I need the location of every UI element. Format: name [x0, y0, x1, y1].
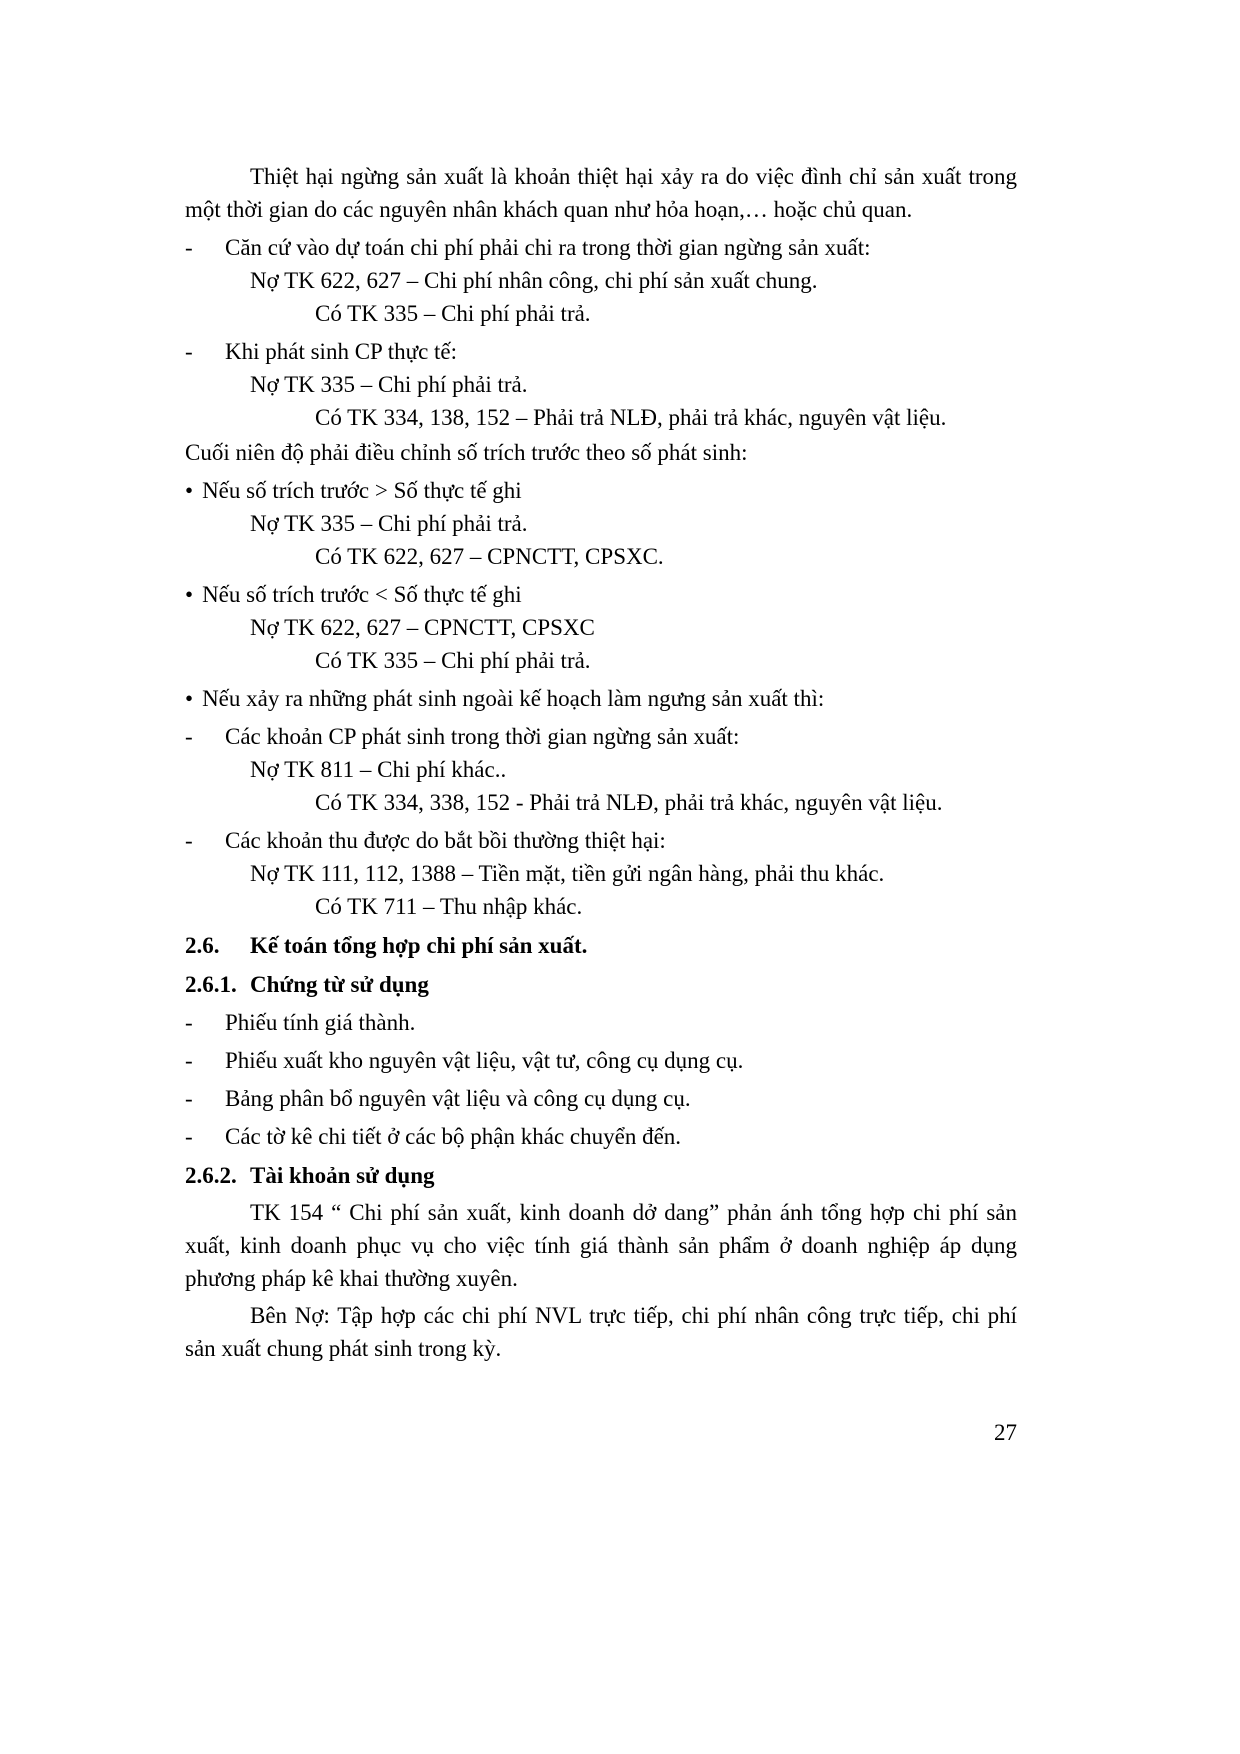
paragraph: Bên Nợ: Tập hợp các chi phí NVL trực tiếp, chi phí nhân công trực tiếp, chi phí sản xuất chung phát sinh trong kỳ. [185, 1303, 1017, 1361]
heading-title: Chứng từ sử dụng [250, 972, 429, 997]
text-line: Nợ TK 335 – Chi phí phải trả. [250, 372, 528, 397]
list-item [185, 682, 1017, 715]
list-item-text: Các tờ kê chi tiết ở các bộ phận khác chuyển đến. [225, 1124, 682, 1149]
text-line: Nợ TK 622, 627 – CPNCTT, CPSXC [250, 615, 595, 640]
list-item-text: Khi phát sinh CP thực tế: [225, 339, 458, 364]
section-heading [185, 1159, 1017, 1192]
text-line: Nợ TK 811 – Chi phí khác.. [250, 757, 507, 782]
bullet-marker: • [185, 478, 194, 503]
list-item-text: Nếu số trích trước > Số thực tế ghi [202, 478, 522, 503]
list-item-text: Nếu số trích trước < Số thực tế ghi [202, 582, 522, 607]
dash-marker: - [185, 235, 193, 260]
list-item-text: Nếu xảy ra những phát sinh ngoài kế hoạch làm ngưng sản xuất thì: [202, 686, 825, 711]
list-item [185, 578, 1017, 611]
list-item [185, 1044, 1017, 1077]
dash-marker: - [185, 1086, 193, 1111]
list-item [185, 1120, 1017, 1153]
list-item-text: Các khoản thu được do bắt bồi thường thiệt hại: [225, 828, 666, 853]
page-number: 27 [994, 1420, 1017, 1445]
list-item [185, 231, 1017, 264]
document-body [185, 156, 1017, 1365]
dash-marker: - [185, 724, 193, 749]
list-item-text: Căn cứ vào dự toán chi phí phải chi ra trong thời gian ngừng sản xuất: [225, 235, 871, 260]
heading-number: 2.6.1. [185, 972, 237, 997]
text-line: Có TK 334, 338, 152 - Phải trả NLĐ, phải trả khác, nguyên vật liệu. [315, 790, 943, 815]
heading-title: Kế toán tổng hợp chi phí sản xuất. [250, 933, 588, 958]
dash-marker: - [185, 828, 193, 853]
text-line: Có TK 335 – Chi phí phải trả. [315, 301, 591, 326]
bullet-marker: • [185, 582, 194, 607]
list-item [185, 474, 1017, 507]
list-item [185, 335, 1017, 368]
section-heading [185, 968, 1017, 1001]
list-item [185, 720, 1017, 753]
paragraph: TK 154 “ Chi phí sản xuất, kinh doanh dở dang” phản ánh tổng hợp chi phí sản xuất, kinh doanh phục vụ cho việc tính giá thành sản phẩm ở doanh nghiệp áp dụng phương pháp kê khai thường xuyên. [185, 1200, 1017, 1291]
dash-marker: - [185, 1010, 193, 1035]
text-line: Nợ TK 111, 112, 1388 – Tiền mặt, tiền gửi ngân hàng, phải thu khác. [250, 861, 885, 886]
text-line: Nợ TK 622, 627 – Chi phí nhân công, chi phí sản xuất chung. [250, 268, 818, 293]
paragraph: Thiệt hại ngừng sản xuất là khoản thiệt hại xảy ra do việc đình chỉ sản xuất trong một thời gian do các nguyên nhân khách quan như hỏa hoạn,… hoặc chủ quan. [185, 164, 1017, 222]
list-item [185, 824, 1017, 857]
page-footer [185, 1420, 1017, 1446]
bullet-marker: • [185, 686, 194, 711]
heading-number: 2.6. [185, 933, 220, 958]
heading-number: 2.6.2. [185, 1163, 237, 1188]
dash-marker: - [185, 1048, 193, 1073]
text-line: Có TK 335 – Chi phí phải trả. [315, 648, 591, 673]
text-line: Có TK 334, 138, 152 – Phải trả NLĐ, phải trả khác, nguyên vật liệu. [315, 405, 947, 430]
heading-title: Tài khoản sử dụng [250, 1163, 435, 1188]
dash-marker: - [185, 339, 193, 364]
list-item-text: Bảng phân bổ nguyên vật liệu và công cụ dụng cụ. [225, 1086, 691, 1111]
section-heading [185, 929, 1017, 962]
text-line: Có TK 711 – Thu nhập khác. [315, 894, 583, 919]
list-item [185, 1082, 1017, 1115]
text-line: Có TK 622, 627 – CPNCTT, CPSXC. [315, 544, 664, 569]
list-item-text: Phiếu tính giá thành. [225, 1010, 416, 1035]
text-line: Nợ TK 335 – Chi phí phải trả. [250, 511, 528, 536]
list-item-text: Phiếu xuất kho nguyên vật liệu, vật tư, công cụ dụng cụ. [225, 1048, 744, 1073]
list-item-text: Các khoản CP phát sinh trong thời gian ngừng sản xuất: [225, 724, 740, 749]
dash-marker: - [185, 1124, 193, 1149]
list-item [185, 1006, 1017, 1039]
text-line: Cuối niên độ phải điều chỉnh số trích trước theo số phát sinh: [185, 440, 748, 465]
